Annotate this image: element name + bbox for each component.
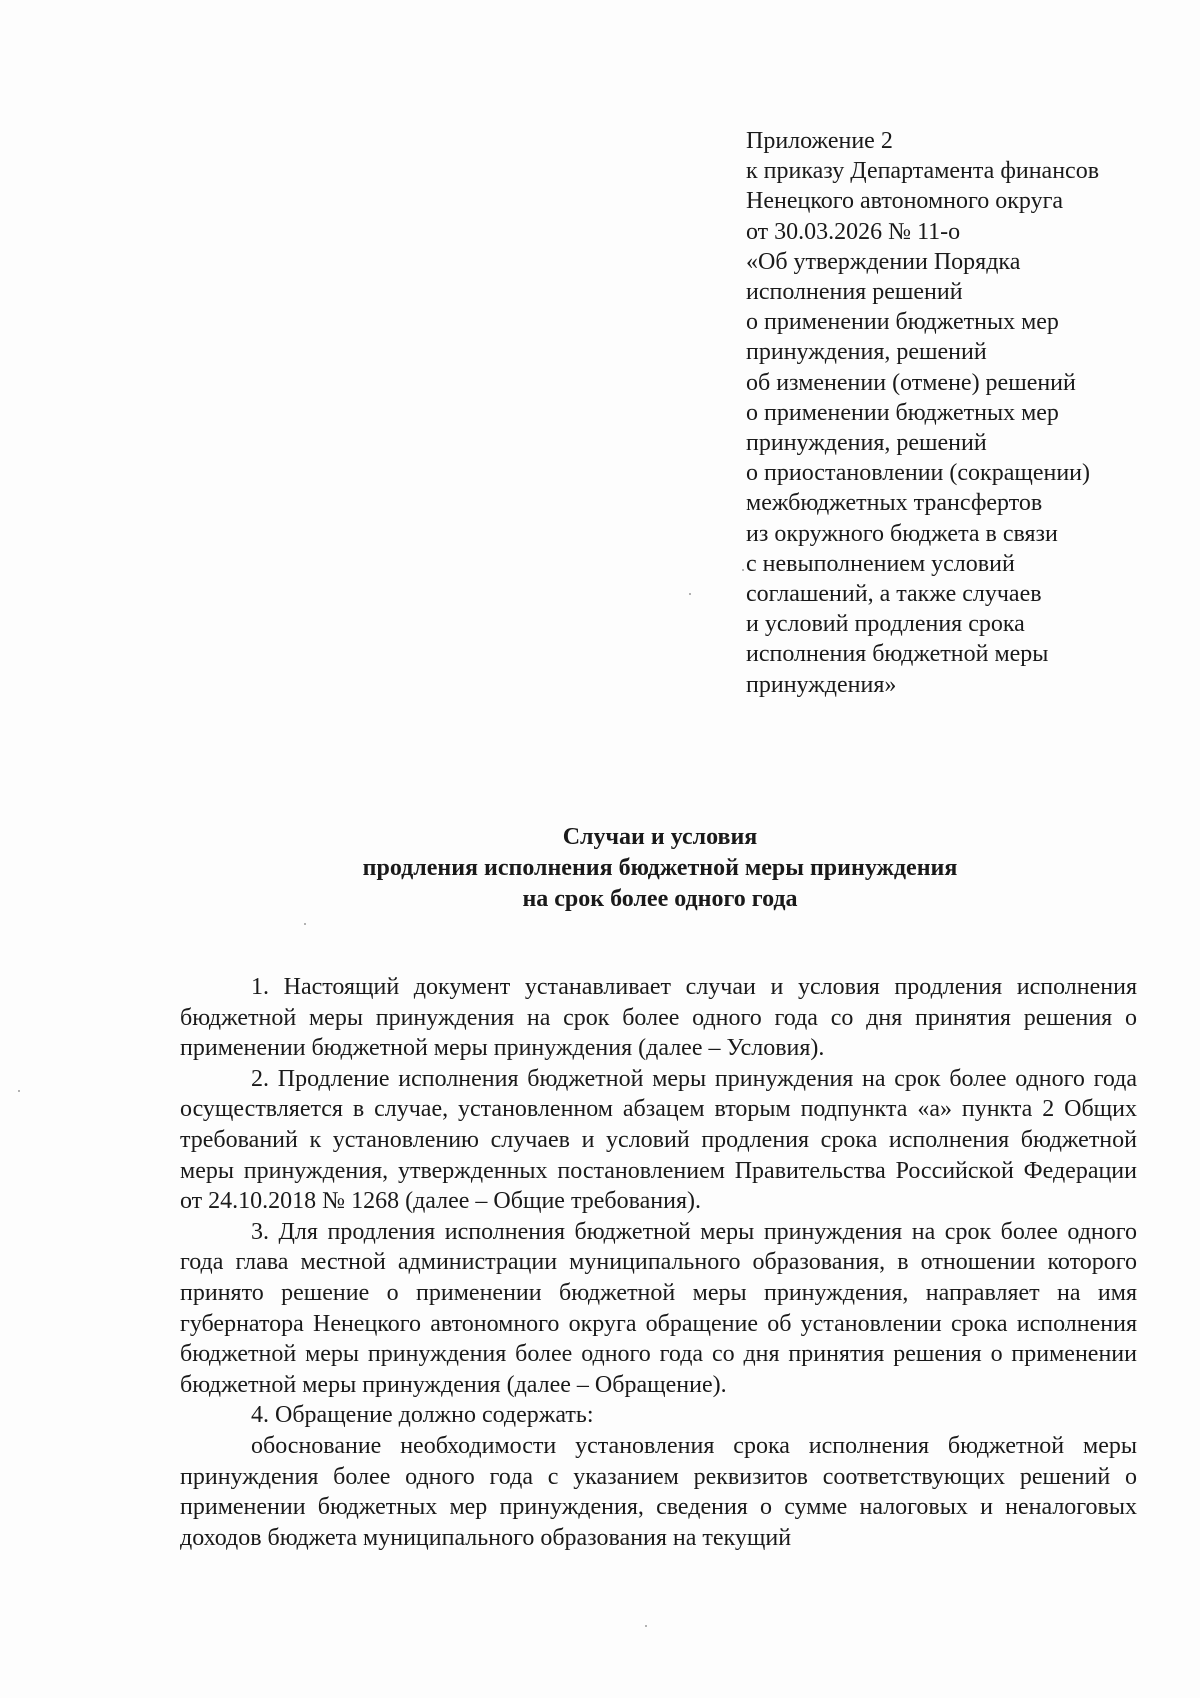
appendix-line: Приложение 2 <box>746 128 893 154</box>
paragraph-5: обоснование необходимости установления срока исполнения бюджетной меры принуждения более одного года с указанием реквизитов соответствующих решений о применении бюджетных мер принуждения, сведения о сумме налоговых и неналоговых доходов бюджета муниципального образования на текущий <box>180 1432 1137 1551</box>
scan-speck <box>18 1090 20 1092</box>
paragraph-3: 3. Для продления исполнения бюджетной меры принуждения на срок более одного года глава местной администрации муниципального образования, в отношении которого принято решение о применении бюджетной меры принуждения, направляет на имя губернатора Ненецкого автономного округа обращение об установлении срока исполнения бюджетной меры принуждения более одного года со дня принятия решения о применении бюджетной меры принуждения (далее – Обращение). <box>180 1218 1137 1398</box>
appendix-line: Ненецкого автономного округа <box>746 188 1064 215</box>
paragraph-1: 1. Настоящий документ устанавливает случаи и условия продления исполнения бюджетной меры принуждения на срок более одного года со дня принятия решения о применении бюджетной меры принуждения (далее – Условия). <box>180 974 1137 1062</box>
appendix-line: об изменении (отмене) решений <box>746 369 1076 396</box>
document-title <box>180 822 1140 915</box>
appendix-line: принуждения, решений <box>746 430 987 457</box>
appendix-line: о приостановлении (сокращении) <box>746 460 1091 487</box>
appendix-line: «Об утверждении Порядка <box>746 248 1021 275</box>
scan-speck <box>689 593 691 595</box>
appendix-line: о применении бюджетных мер <box>746 399 1059 426</box>
appendix-line: исполнения бюджетной меры <box>746 641 1049 668</box>
appendix-line: принуждения, решений <box>746 339 987 366</box>
appendix-line: с невыполнением условий <box>746 550 1015 577</box>
paragraph-4: 4. Обращение должно содержать: <box>251 1402 594 1429</box>
document-body <box>180 972 1137 1553</box>
scan-speck <box>742 569 744 571</box>
appendix-line: о применении бюджетных мер <box>746 309 1059 336</box>
appendix-line: исполнения решений <box>746 279 963 306</box>
appendix-line: к приказу Департамента финансов <box>746 158 1100 185</box>
appendix-line: межбюджетных трансфертов <box>746 490 1043 517</box>
appendix-line: принуждения» <box>746 671 897 698</box>
appendix-line: из окружного бюджета в связи <box>746 520 1058 547</box>
appendix-block <box>746 126 1166 700</box>
title-line-1: Случаи и условия <box>562 824 758 850</box>
title-line-3: на срок более одного года <box>522 886 798 912</box>
appendix-line: от 30.03.2026 № 11-о <box>746 218 961 245</box>
appendix-line: и условий продления срока <box>746 611 1025 638</box>
paragraph-2: 2. Продление исполнения бюджетной меры принуждения на срок более одного года осуществляется в случае, установленном абзацем вторым подпункта «а» пункта 2 Общих требований к установлению случаев и условий продления срока исполнения бюджетной меры принуждения, утвержденных постановлением Правительства Российской Федерации от 24.10.2018 № 1268 (далее – Общие требования). <box>180 1065 1137 1215</box>
title-line-2: продления исполнения бюджетной меры принуждения <box>362 855 958 881</box>
appendix-line: соглашений, а также случаев <box>746 581 1042 608</box>
scan-speck <box>645 1625 647 1627</box>
scan-speck <box>304 923 306 925</box>
